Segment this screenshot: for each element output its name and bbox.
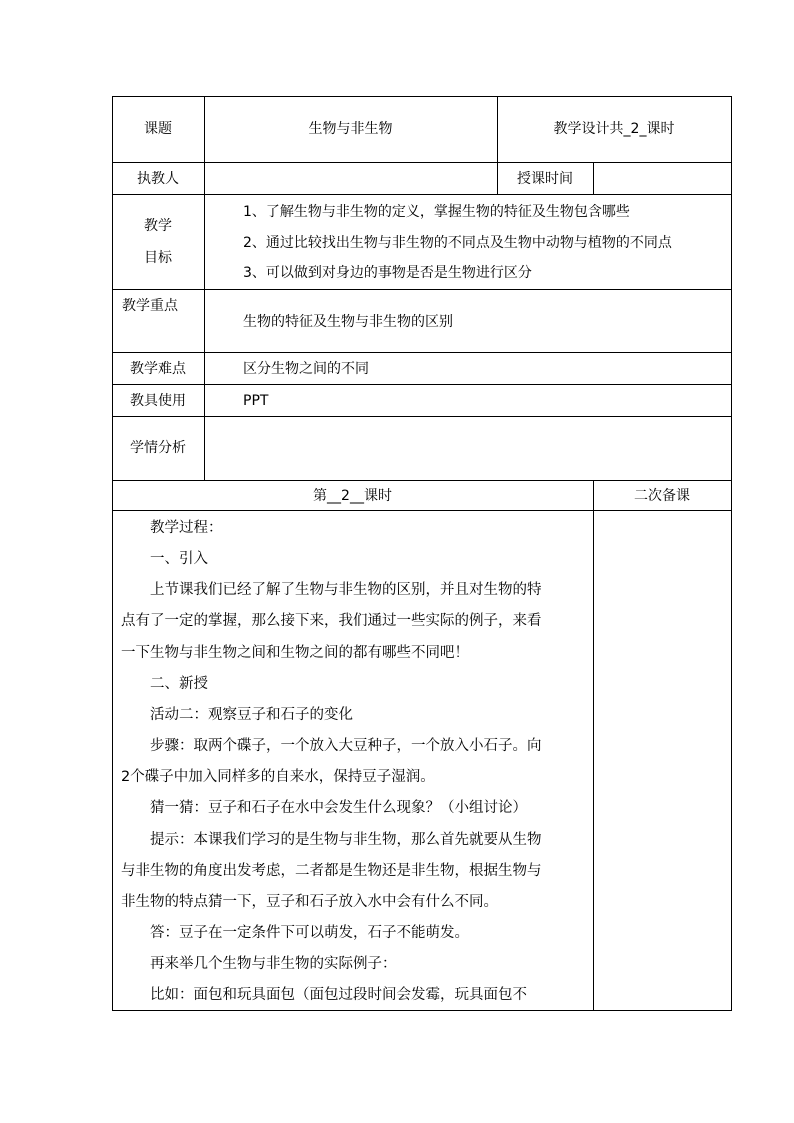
design-total: 教学设计共_2_课时 <box>553 121 675 137</box>
table-rule <box>112 416 732 417</box>
process-line: 步骤：取两个碟子，一个放入大豆种子，一个放入小石子。向 <box>121 738 542 754</box>
process-line: 猜一猜：豆子和石子在水中会发生什么现象？（小组讨论） <box>121 800 527 816</box>
process-line: 活动二：观察豆子和石子的变化 <box>121 707 353 723</box>
process-line: 一下生物与非生物之间和生物之间的都有哪些不同吧！ <box>121 645 469 661</box>
objective-item: 3、可以做到对身边的事物是否是生物进行区分 <box>243 265 532 281</box>
analysis-label: 学情分析 <box>130 440 186 456</box>
label-column-rule <box>204 96 205 480</box>
table-border-bottom <box>112 1010 732 1011</box>
teacher-label: 执教人 <box>137 171 179 187</box>
table-rule <box>112 480 732 481</box>
process-line: 比如：面包和玩具面包（面包过段时间会发霉，玩具面包不 <box>121 987 527 1003</box>
table-rule <box>112 510 732 511</box>
key-points-label: 教学重点 <box>122 298 178 314</box>
table-border-top <box>112 96 732 97</box>
topic-value: 生物与非生物 <box>308 121 393 137</box>
table-rule <box>112 162 732 163</box>
process-line: 点有了一定的掌握，那么接下来，我们通过一些实际的例子，来看 <box>121 613 542 629</box>
process-line: 教学过程： <box>121 520 223 536</box>
process-line: 一、引入 <box>121 551 208 567</box>
key-points-value: 生物的特征及生物与非生物的区别 <box>243 314 453 330</box>
column-rule <box>593 162 594 194</box>
difficulties-value: 区分生物之间的不同 <box>243 361 369 377</box>
process-line: 提示：本课我们学习的是生物与非生物，那么首先就要从生物 <box>121 832 542 848</box>
process-line: 答：豆子在一定条件下可以萌发，石子不能萌发。 <box>121 925 469 941</box>
process-line: 2个碟子中加入同样多的自来水，保持豆子湿润。 <box>121 769 435 785</box>
period-label: 第__2__课时 <box>313 488 392 504</box>
tools-value: PPT <box>243 393 269 409</box>
objective-item: 1、了解生物与非生物的定义，掌握生物的特征及生物包含哪些 <box>243 204 630 220</box>
objective-item: 2、通过比较找出生物与非生物的不同点及生物中动物与植物的不同点 <box>243 235 672 251</box>
time-label: 授课时间 <box>517 171 573 187</box>
difficulties-label: 教学难点 <box>130 361 186 377</box>
table-rule <box>112 352 732 353</box>
process-line: 与非生物的角度出发考虑，二者都是生物还是非生物，根据生物与 <box>121 863 542 879</box>
topic-label: 课题 <box>144 121 172 137</box>
second-prep-column-rule <box>593 480 594 1010</box>
table-rule <box>112 289 732 290</box>
process-line: 二、新授 <box>121 676 208 692</box>
tools-label: 教具使用 <box>130 393 186 409</box>
table-border-right <box>731 96 732 1011</box>
table-rule <box>112 384 732 385</box>
objectives-label-line1: 教学 <box>144 218 172 234</box>
objectives-label-line2: 目标 <box>144 250 172 266</box>
table-rule <box>112 194 732 195</box>
process-line: 非生物的特点猜一下，豆子和石子放入水中会有什么不同。 <box>121 894 498 910</box>
process-line: 再来举几个生物与非生物的实际例子： <box>121 956 397 972</box>
process-line: 上节课我们已经了解了生物与非生物的区别，并且对生物的特 <box>121 582 542 598</box>
second-prep-label: 二次备课 <box>634 488 690 504</box>
